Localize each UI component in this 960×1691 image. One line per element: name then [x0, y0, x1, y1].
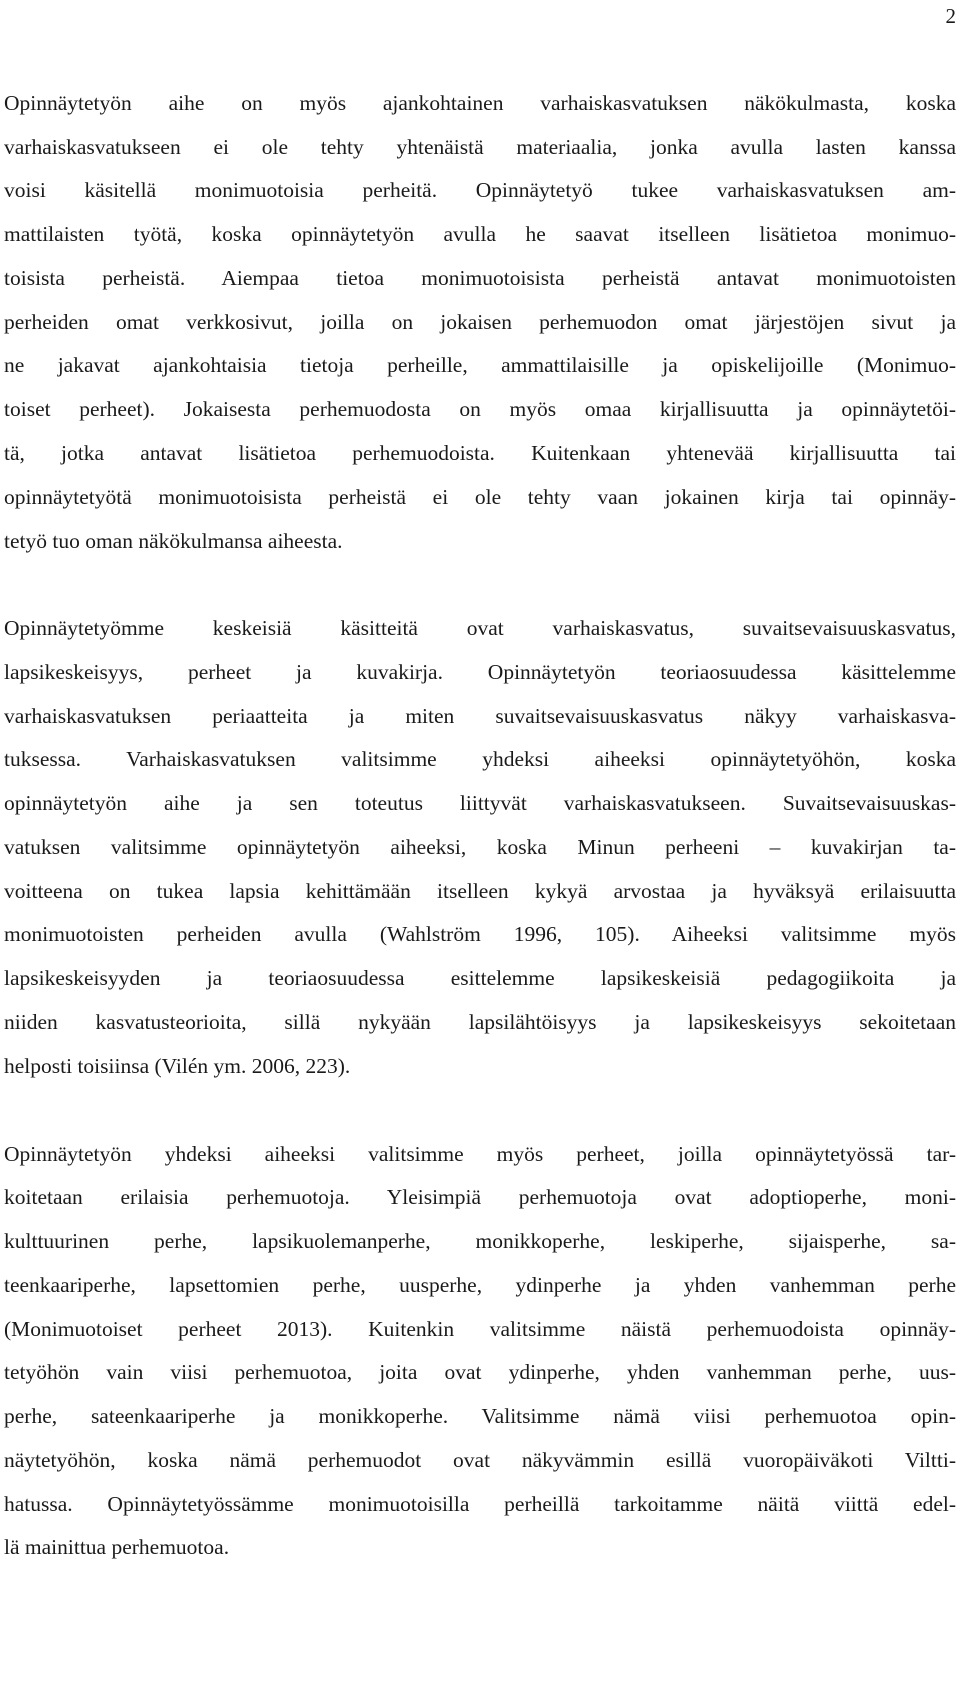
paragraph-2-line-5: opinnäytetyön aihe ja sen toteutus liittyvät varhaiskasvatukseen. Suvaitsevaisuuskas- — [4, 791, 956, 815]
paragraph-3-line-9: hatussa. Opinnäytetyössämme monimuotoisilla perheillä tarkoitamme näitä viittä edel- — [4, 1492, 956, 1516]
paragraph-2-line-2: lapsikeskeisyys, perheet ja kuvakirja. Opinnäytetyön teoriaosuudessa käsittelemme — [4, 660, 956, 684]
paragraph-3-line-10: lä mainittua perhemuotoa. — [4, 1535, 230, 1559]
paragraph-2-line-7: voitteena on tukea lapsia kehittämään itselleen kykyä arvostaa ja hyväksyä erilaisuutta — [4, 879, 956, 903]
paragraph-2-line-6: vatuksen valitsimme opinnäytetyön aiheeksi, koska Minun perheeni – kuvakirjan ta- — [4, 835, 956, 859]
paragraph-2-line-9: lapsikeskeisyyden ja teoriaosuudessa esittelemme lapsikeskeisiä pedagogiikoita ja — [4, 966, 956, 990]
paragraph-3-line-7: perhe, sateenkaariperhe ja monikkoperhe. Valitsimme nämä viisi perhemuotoa opin- — [4, 1404, 956, 1428]
paragraph-1-line-2: varhaiskasvatukseen ei ole tehty yhtenäistä materiaalia, jonka avulla lasten kanssa — [4, 135, 956, 159]
paragraph-1-line-7: ne jakavat ajankohtaisia tietoja perheille, ammattilaisille ja opiskelijoille (Monimuo- — [4, 353, 956, 377]
paragraph-2-line-10: niiden kasvatusteorioita, sillä nykyään lapsilähtöisyys ja lapsikeskeisyys sekoitetaan — [4, 1010, 956, 1034]
paragraph-1-line-10: opinnäytetyötä monimuotoisista perheistä ei ole tehty vaan jokainen kirja tai opinnäy- — [4, 485, 956, 509]
paragraph-1-line-3: voisi käsitellä monimuotoisia perheitä. Opinnäytetyö tukee varhaiskasvatuksen am- — [4, 178, 956, 202]
paragraph-1-line-11: tetyö tuo oman näkökulmansa aiheesta. — [4, 529, 343, 553]
page-number: 2 — [945, 4, 956, 28]
paragraph-2-line-1: Opinnäytetyömme keskeisiä käsitteitä ovat varhaiskasvatus, suvaitsevaisuuskasvatus, — [4, 616, 956, 640]
paragraph-3-line-8: näytetyöhön, koska nämä perhemuodot ovat näkyvämmin esillä vuoropäiväkoti Viltti- — [4, 1448, 956, 1472]
paragraph-3-line-2: koitetaan erilaisia perhemuotoja. Yleisimpiä perhemuotoja ovat adoptioperhe, moni- — [4, 1185, 956, 1209]
paragraph-1-line-8: toiset perheet). Jokaisesta perhemuodosta on myös omaa kirjallisuutta ja opinnäytetöi- — [4, 397, 956, 421]
paragraph-3-line-1: Opinnäytetyön yhdeksi aiheeksi valitsimme myös perheet, joilla opinnäytetyössä tar- — [4, 1142, 956, 1166]
paragraph-2-line-11: helposti toisiinsa (Vilén ym. 2006, 223). — [4, 1054, 351, 1078]
paragraph-1-line-1: Opinnäytetyön aihe on myös ajankohtainen varhaiskasvatuksen näkökulmasta, koska — [4, 91, 956, 115]
paragraph-2-line-8: monimuotoisten perheiden avulla (Wahlström 1996, 105). Aiheeksi valitsimme myös — [4, 922, 956, 946]
paragraph-2-line-4: tuksessa. Varhaiskasvatuksen valitsimme yhdeksi aiheeksi opinnäytetyöhön, koska — [4, 747, 956, 771]
paragraph-1-line-4: mattilaisten työtä, koska opinnäytetyön avulla he saavat itselleen lisätietoa monimuo- — [4, 222, 956, 246]
paragraph-1-line-9: tä, jotka antavat lisätietoa perhemuodoista. Kuitenkaan yhtenevää kirjallisuutta tai — [4, 441, 956, 465]
paragraph-1-line-6: perheiden omat verkkosivut, joilla on jokaisen perhemuodon omat järjestöjen sivut ja — [4, 310, 956, 334]
paragraph-3-line-5: (Monimuotoiset perheet 2013). Kuitenkin valitsimme näistä perhemuodoista opinnäy- — [4, 1317, 956, 1341]
paragraph-3-line-3: kulttuurinen perhe, lapsikuolemanperhe, monikkoperhe, leskiperhe, sijaisperhe, sa- — [4, 1229, 956, 1253]
paragraph-2-line-3: varhaiskasvatuksen periaatteita ja miten suvaitsevaisuuskasvatus näkyy varhaiskasva- — [4, 704, 956, 728]
paragraph-1-line-5: toisista perheistä. Aiempaa tietoa monimuotoisista perheistä antavat monimuotoisten — [4, 266, 956, 290]
paragraph-3-line-6: tetyöhön vain viisi perhemuotoa, joita ovat ydinperhe, yhden vanhemman perhe, uus- — [4, 1360, 956, 1384]
paragraph-3-line-4: teenkaariperhe, lapsettomien perhe, uusperhe, ydinperhe ja yhden vanhemman perhe — [4, 1273, 956, 1297]
